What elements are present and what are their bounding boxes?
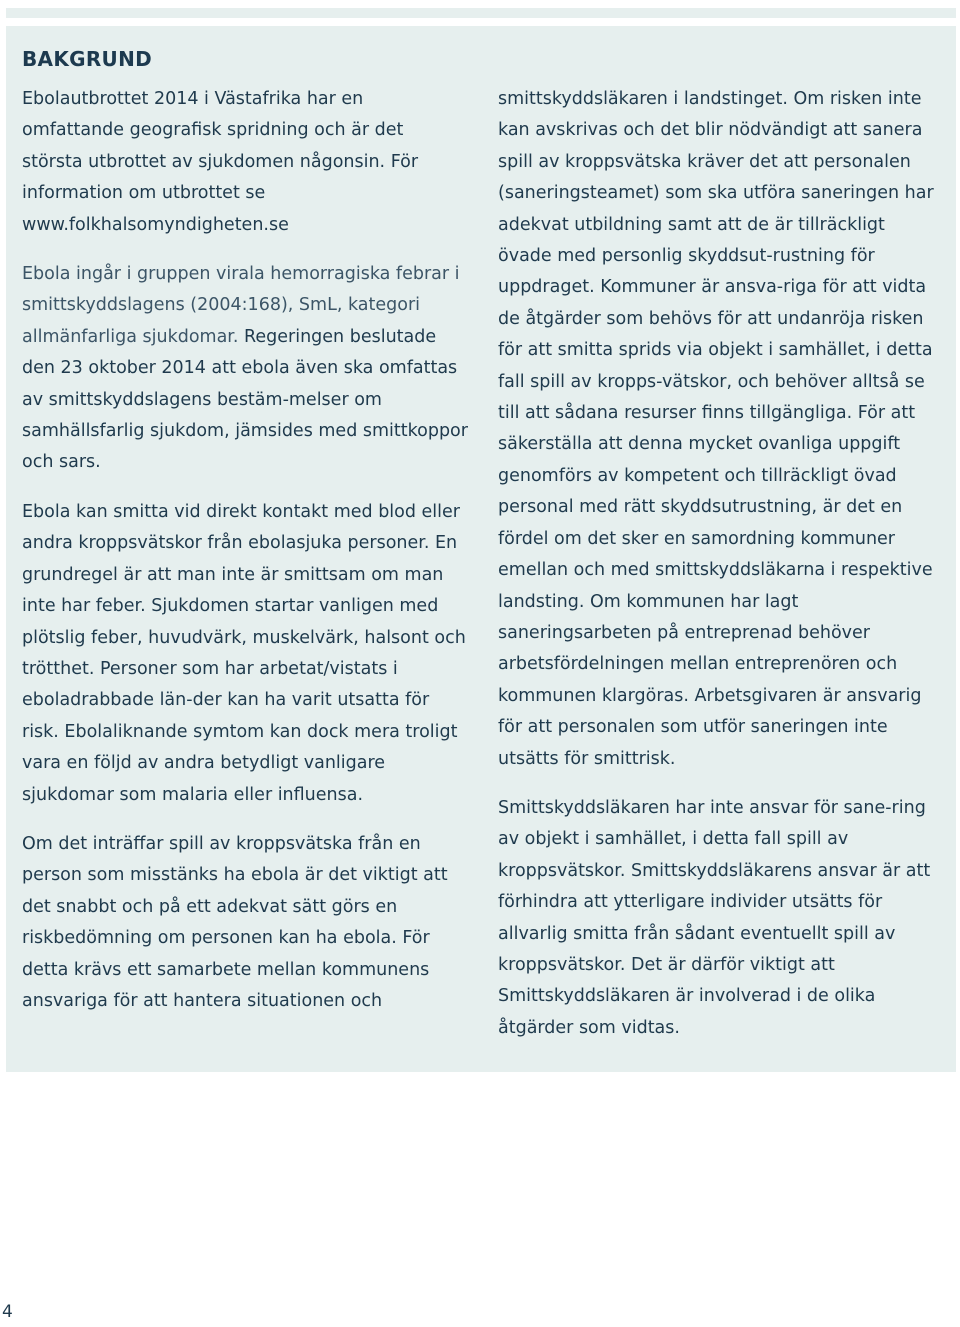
paragraph-spill-assessment: Om det inträffar spill av kroppsvätska från en person som misstänks ha ebola är det viktigt att det snabbt och på ett adekvat sätt görs en riskbedömning om personen kan ha ebola. För detta krävs ett samarbete mellan kommunens ansvariga för att hantera situationen och — [22, 833, 448, 1011]
paragraph-transmission: Ebola kan smitta vid direkt kontakt med blod eller andra kroppsvätskor från ebolasjuka personer. En grundregel är att man inte är smittsam om man inte har feber. Sjukdomen startar vanligen med plötslig feber, huvudvärk, muskelvärk, halsont och trötthet. Personer som har arbetat/vistats i eboladrabbade län-der kan ha varit utsatta för risk. Ebolaliknande symtom kan dock mera troligt vara en följd av andra betydligt vanligare sjukdomar som malaria eller influensa. — [22, 501, 466, 805]
top-divider-strip — [6, 8, 956, 18]
paragraph-outbreak-info: Ebolautbrottet 2014 i Västafrika har en omfattande geografisk spridning och är det största utbrottet av sjukdomen någonsin. För information om utbrottet se www.folkhalsomyndigheten.se — [22, 89, 419, 235]
left-text-column — [22, 84, 468, 1035]
paragraph-physician-responsibility: Smittskyddsläkaren har inte ansvar för sane-ring av objekt i samhället, i detta fall spill av kroppsvätskor. Smittskyddsläkarens ansvar är att förhindra att ytterligare individer utsätts för allvarlig smitta från sådant eventuellt spill av kroppsvätskor. Det är därför viktigt att Smittskyddsläkaren är involverad i de olika åtgärder som vidtas. — [498, 797, 931, 1038]
paragraph-sanitation-responsibility: smittskyddsläkaren i landstinget. Om risken inte kan avskrivas och det blir nödvändigt att sanera spill av kroppsvätska kräver det att personalen (saneringsteamet) som ska utföra saneringen har adekvat utbildning samt att de är tillräckligt övade med personlig skyddsut-rustning för uppdraget. Kommuner är ansva-riga för att vidta de åtgärder som behövs för att undanröja risken för att smitta sprids via objekt i samhället, i detta fall spill av kropps-vätskor, och behöver alltså se till att sådana resurser finns tillgängliga. För att säkerställa att denna mycket ovanliga uppgift genomförs av kompetent och tillräckligt övad personal med rätt skyddsutrustning, är det en fördel om det sker en samordning kommuner emellan och med smittskyddsläkarna i respektive landsting. Om kommunen har lagt saneringsarbeten på entreprenad behöver arbetsfördelningen mellan entreprenören och kommunen klargöras. Arbetsgivaren är ansvarig för att personalen som utför saneringen inte utsätts för smittrisk. — [498, 89, 934, 769]
section-heading: BAKGRUND — [22, 47, 153, 71]
paragraph-classification — [22, 259, 468, 479]
paragraph-classification-decision: Regeringen beslutade den 23 oktober 2014 att ebola även ska omfattas av smittskyddslagens bestäm-melser om samhällsfarlig sjukdom, jämsides med smittkoppor och sars. — [22, 326, 468, 473]
right-text-column — [498, 84, 942, 1062]
page-number: 4 — [2, 1302, 13, 1322]
paragraph-classification-intro: Ebola ingår i gruppen virala hemorragiska febrar i smittskyddslagens (2004:168), SmL, kategori allmänfarliga sjukdomar. — [22, 264, 460, 347]
